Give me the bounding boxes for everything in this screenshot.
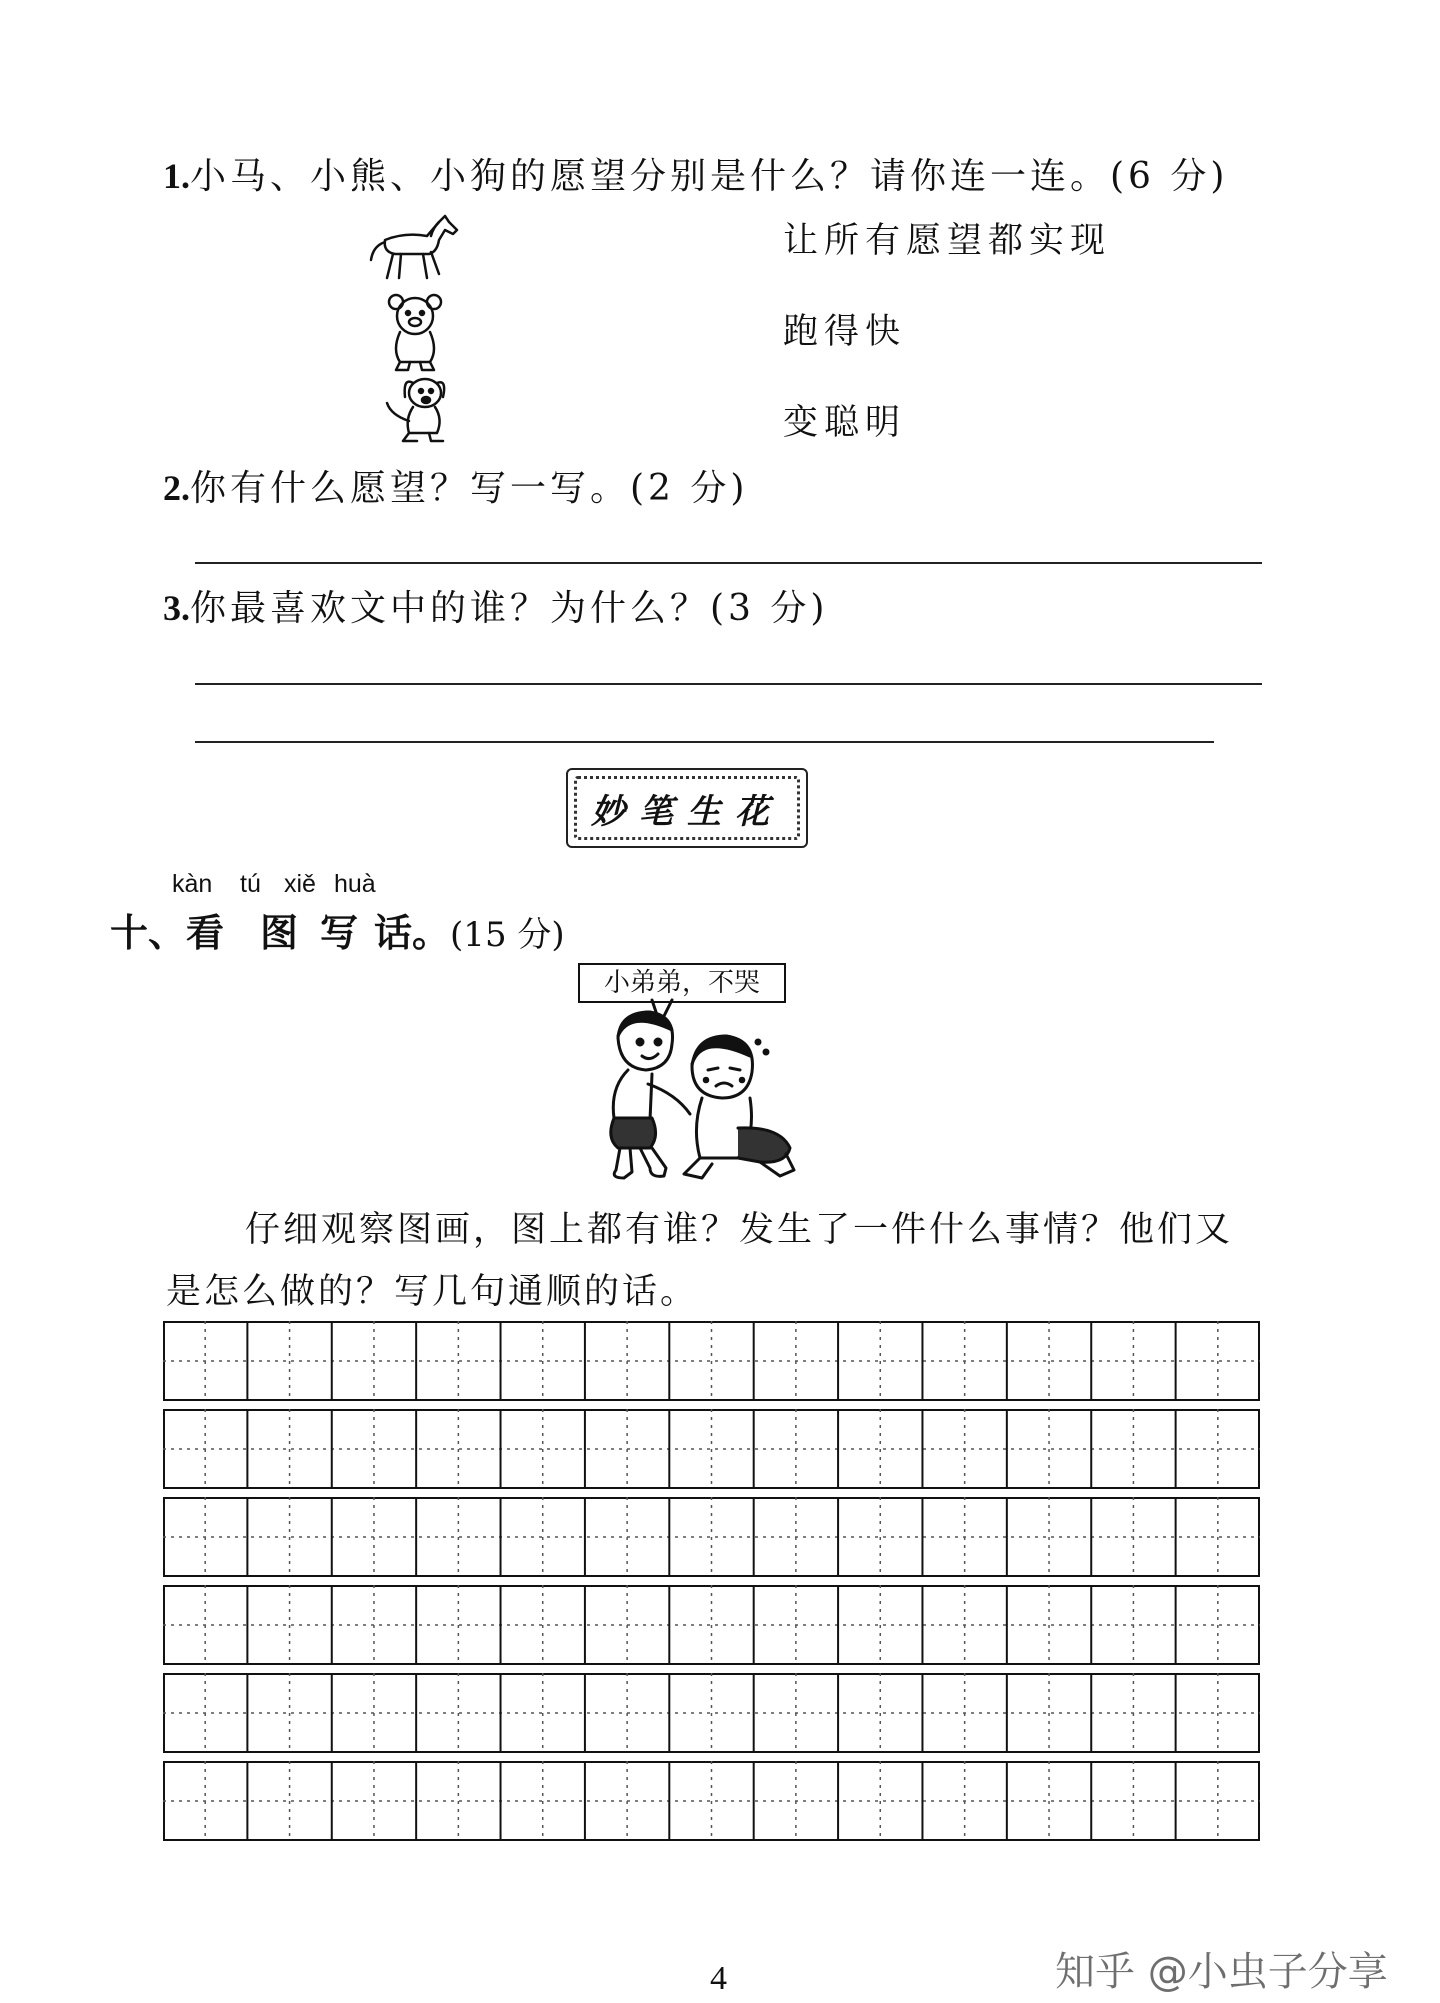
title-char-kan: 看 [186,910,225,955]
grid-cell[interactable] [503,1323,587,1399]
grid-cell[interactable] [503,1587,587,1663]
writing-prompt-line-1: 仔细观察图画，图上都有谁？发生了一件什么事情？他们又 [245,1210,1234,1250]
grid-row [163,1673,1260,1753]
grid-cell[interactable] [165,1763,249,1839]
question-3-number: 3. [163,588,190,628]
grid-cell[interactable] [1178,1763,1262,1839]
grid-cell[interactable] [249,1323,333,1399]
grid-cell[interactable] [587,1763,671,1839]
grid-row [163,1321,1260,1401]
grid-cell[interactable] [924,1587,1008,1663]
grid-cell[interactable] [756,1411,840,1487]
grid-cell[interactable] [1093,1411,1177,1487]
grid-cell[interactable] [249,1675,333,1751]
question-1-text: 小马、小熊、小狗的愿望分别是什么？请你连一连。(6 分) [190,156,1229,197]
grid-cell[interactable] [671,1411,755,1487]
grid-cell[interactable] [840,1763,924,1839]
grid-cell[interactable] [1009,1499,1093,1575]
grid-cell[interactable] [1093,1323,1177,1399]
grid-cell[interactable] [418,1499,502,1575]
grid-cell[interactable] [840,1499,924,1575]
section-10-period: 。 [412,910,451,955]
grid-cell[interactable] [1178,1499,1262,1575]
grid-cell[interactable] [924,1763,1008,1839]
title-char-hua: 话 [374,910,413,955]
grid-cell[interactable] [334,1411,418,1487]
grid-cell[interactable] [671,1587,755,1663]
dog-icon [381,375,451,443]
question-2-number: 2. [163,468,190,508]
grid-cell[interactable] [840,1675,924,1751]
grid-cell[interactable] [1178,1675,1262,1751]
bear-icon [382,292,448,372]
wish-option-2: 跑得快 [783,312,907,352]
page-number: 4 [710,1960,727,1997]
grid-cell[interactable] [1009,1763,1093,1839]
pinyin-xie: xiě [284,870,316,898]
question-2-text: 你有什么愿望？写一写。(2 分) [190,468,749,509]
grid-cell[interactable] [587,1675,671,1751]
grid-cell[interactable] [924,1675,1008,1751]
grid-cell[interactable] [671,1763,755,1839]
grid-cell[interactable] [334,1675,418,1751]
grid-cell[interactable] [249,1587,333,1663]
section-banner [566,768,808,848]
grid-cell[interactable] [249,1499,333,1575]
grid-cell[interactable] [418,1411,502,1487]
grid-row [163,1409,1260,1489]
answer-line-q3-1[interactable] [195,683,1262,685]
banner-text: 妙笔生花 [591,791,783,832]
pinyin-hua: huà [334,870,376,898]
grid-cell[interactable] [418,1587,502,1663]
grid-cell[interactable] [503,1411,587,1487]
grid-cell[interactable] [418,1323,502,1399]
grid-row [163,1761,1260,1841]
speech-bubble: 小弟弟，不哭 [578,963,786,1003]
grid-cell[interactable] [334,1499,418,1575]
title-char-tu: 图 [260,910,299,955]
grid-cell[interactable] [165,1499,249,1575]
children-illustration-icon [580,998,800,1184]
grid-cell[interactable] [671,1323,755,1399]
grid-cell[interactable] [1093,1675,1177,1751]
pinyin-tu: tú [240,870,261,898]
grid-cell[interactable] [756,1587,840,1663]
grid-cell[interactable] [249,1763,333,1839]
section-10-title [110,902,565,957]
answer-line-q3-2[interactable] [195,741,1214,743]
grid-cell[interactable] [756,1763,840,1839]
grid-cell[interactable] [756,1499,840,1575]
grid-cell[interactable] [587,1587,671,1663]
grid-cell[interactable] [1093,1587,1177,1663]
grid-cell[interactable] [756,1323,840,1399]
answer-line-q2[interactable] [195,562,1262,564]
grid-row [163,1497,1260,1577]
title-char-xie: 写 [320,910,359,955]
grid-cell[interactable] [840,1323,924,1399]
grid-cell[interactable] [503,1763,587,1839]
grid-cell[interactable] [1178,1323,1262,1399]
question-3 [163,580,828,631]
grid-cell[interactable] [671,1675,755,1751]
grid-cell[interactable] [503,1675,587,1751]
grid-cell[interactable] [334,1763,418,1839]
grid-cell[interactable] [1178,1411,1262,1487]
grid-cell[interactable] [1009,1675,1093,1751]
wish-option-1: 让所有愿望都实现 [783,221,1112,261]
grid-row [163,1585,1260,1665]
grid-cell[interactable] [924,1411,1008,1487]
question-3-text: 你最喜欢文中的谁？为什么？(3 分) [190,588,829,629]
grid-cell[interactable] [1009,1323,1093,1399]
grid-cell[interactable] [924,1499,1008,1575]
grid-cell[interactable] [418,1675,502,1751]
question-2 [163,460,748,511]
pinyin-kan: kàn [172,870,213,898]
grid-cell[interactable] [1093,1499,1177,1575]
grid-cell[interactable] [587,1411,671,1487]
section-10-prefix: 十、 [110,910,187,955]
question-1-number: 1. [163,156,190,196]
grid-cell[interactable] [671,1499,755,1575]
grid-cell[interactable] [165,1411,249,1487]
grid-cell[interactable] [756,1675,840,1751]
grid-cell[interactable] [165,1587,249,1663]
grid-cell[interactable] [840,1587,924,1663]
grid-cell[interactable] [1009,1411,1093,1487]
grid-cell[interactable] [1093,1763,1177,1839]
grid-cell[interactable] [1009,1587,1093,1663]
grid-cell[interactable] [924,1323,1008,1399]
grid-cell[interactable] [587,1499,671,1575]
grid-cell[interactable] [503,1499,587,1575]
grid-cell[interactable] [334,1587,418,1663]
grid-cell[interactable] [418,1763,502,1839]
grid-cell[interactable] [587,1323,671,1399]
question-1 [163,148,1228,199]
horse-icon [365,212,465,282]
grid-cell[interactable] [165,1323,249,1399]
grid-cell[interactable] [1178,1587,1262,1663]
watermark-text: 知乎 @小虫子分享 [1055,1949,1388,1995]
wish-option-3: 变聪明 [783,403,907,443]
grid-cell[interactable] [249,1411,333,1487]
section-10-score: (15 分) [450,915,565,955]
grid-cell[interactable] [334,1323,418,1399]
grid-cell[interactable] [165,1675,249,1751]
grid-cell[interactable] [840,1411,924,1487]
writing-prompt-line-2: 是怎么做的？写几句通顺的话。 [166,1272,699,1312]
